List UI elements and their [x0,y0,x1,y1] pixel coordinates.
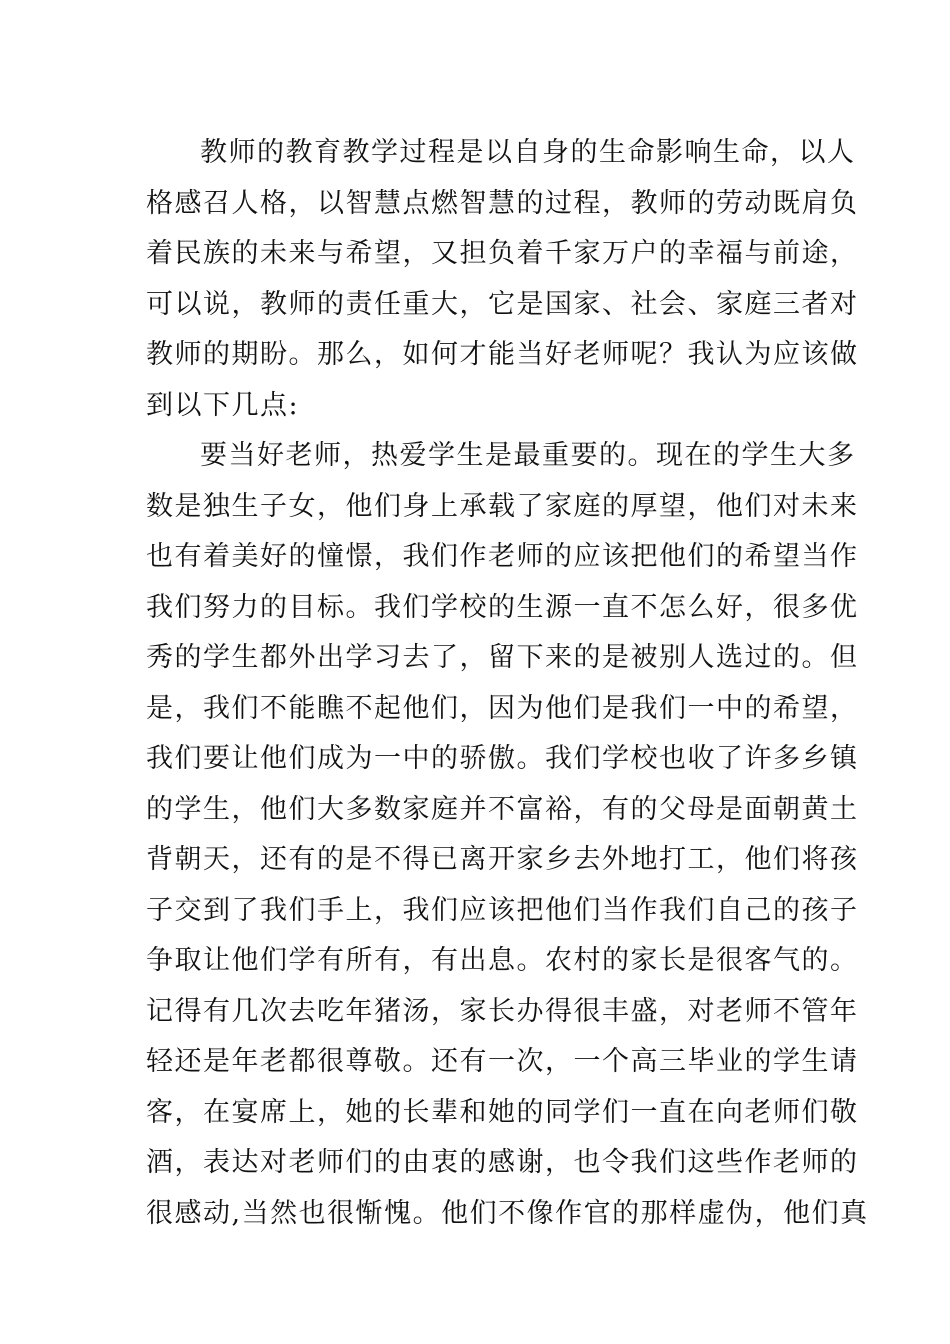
paragraph-2-line-10: 子交到了我们手上，我们应该把他们当作我们自己的孩子 [146,894,859,926]
paragraph-1-line-1: 教师的教育教学过程是以自身的生命影响生命，以人 [200,137,856,168]
paragraph-2-line-7: 我们要让他们成为一中的骄傲。我们学校也收了许多乡镇 [146,743,859,774]
paragraph-2-line-4: 我们努力的目标。我们学校的生源一直不怎么好，很多优 [146,591,859,623]
paragraph-2-line-14: 客，在宴席上，她的长辈和她的同学们一直在向老师们敬 [146,1096,859,1128]
paragraph-1-line-2: 格感召人格，以智慧点燃智慧的过程，教师的劳动既肩负 [146,187,859,219]
document-body [146,128,869,1239]
paragraph-1-line-4: 可以说，教师的责任重大，它是国家、社会、家庭三者对 [146,288,859,320]
paragraph-2-line-3: 也有着美好的憧憬，我们作老师的应该把他们的希望当作 [146,541,859,572]
paragraph-2-line-13: 轻还是年老都很尊敬。还有一次，一个高三毕业的学生请 [146,1046,859,1077]
paragraph-2-line-12: 记得有几次去吃年猪汤，家长办得很丰盛，对老师不管年 [146,995,859,1027]
paragraph-1-line-3: 着民族的未来与希望，又担负着千家万户的幸福与前途， [146,238,859,269]
paragraph-2-line-1: 要当好老师，热爱学生是最重要的。现在的学生大多 [200,440,856,471]
paragraph-2-line-2: 数是独生子女，他们身上承载了家庭的厚望，他们对未来 [146,490,859,522]
paragraph-2-line-16: 很感动,当然也很惭愧。他们不像作官的那样虚伪，他们真 [146,1197,869,1229]
paragraph-2-line-8: 的学生，他们大多数家庭并不富裕，有的父母是面朝黄土 [146,793,859,825]
paragraph-2-line-15: 酒，表达对老师们的由衷的感谢，也令我们这些作老师的 [146,1147,859,1178]
paragraph-1-line-5: 教师的期盼。那么，如何才能当好老师呢？我认为应该做 [146,339,859,370]
paragraph-2-line-11: 争取让他们学有所有，有出息。农村的家长是很客气的。 [146,945,859,976]
paragraph-2-line-9: 背朝天，还有的是不得已离开家乡去外地打工，他们将孩 [146,844,859,875]
paragraph-1-line-6: 到以下几点: [146,389,300,421]
paragraph-2-line-6: 是，我们不能瞧不起他们，因为他们是我们一中的希望， [146,692,859,724]
paragraph-2-line-5: 秀的学生都外出学习去了，留下来的是被别人选过的。但 [146,642,859,673]
